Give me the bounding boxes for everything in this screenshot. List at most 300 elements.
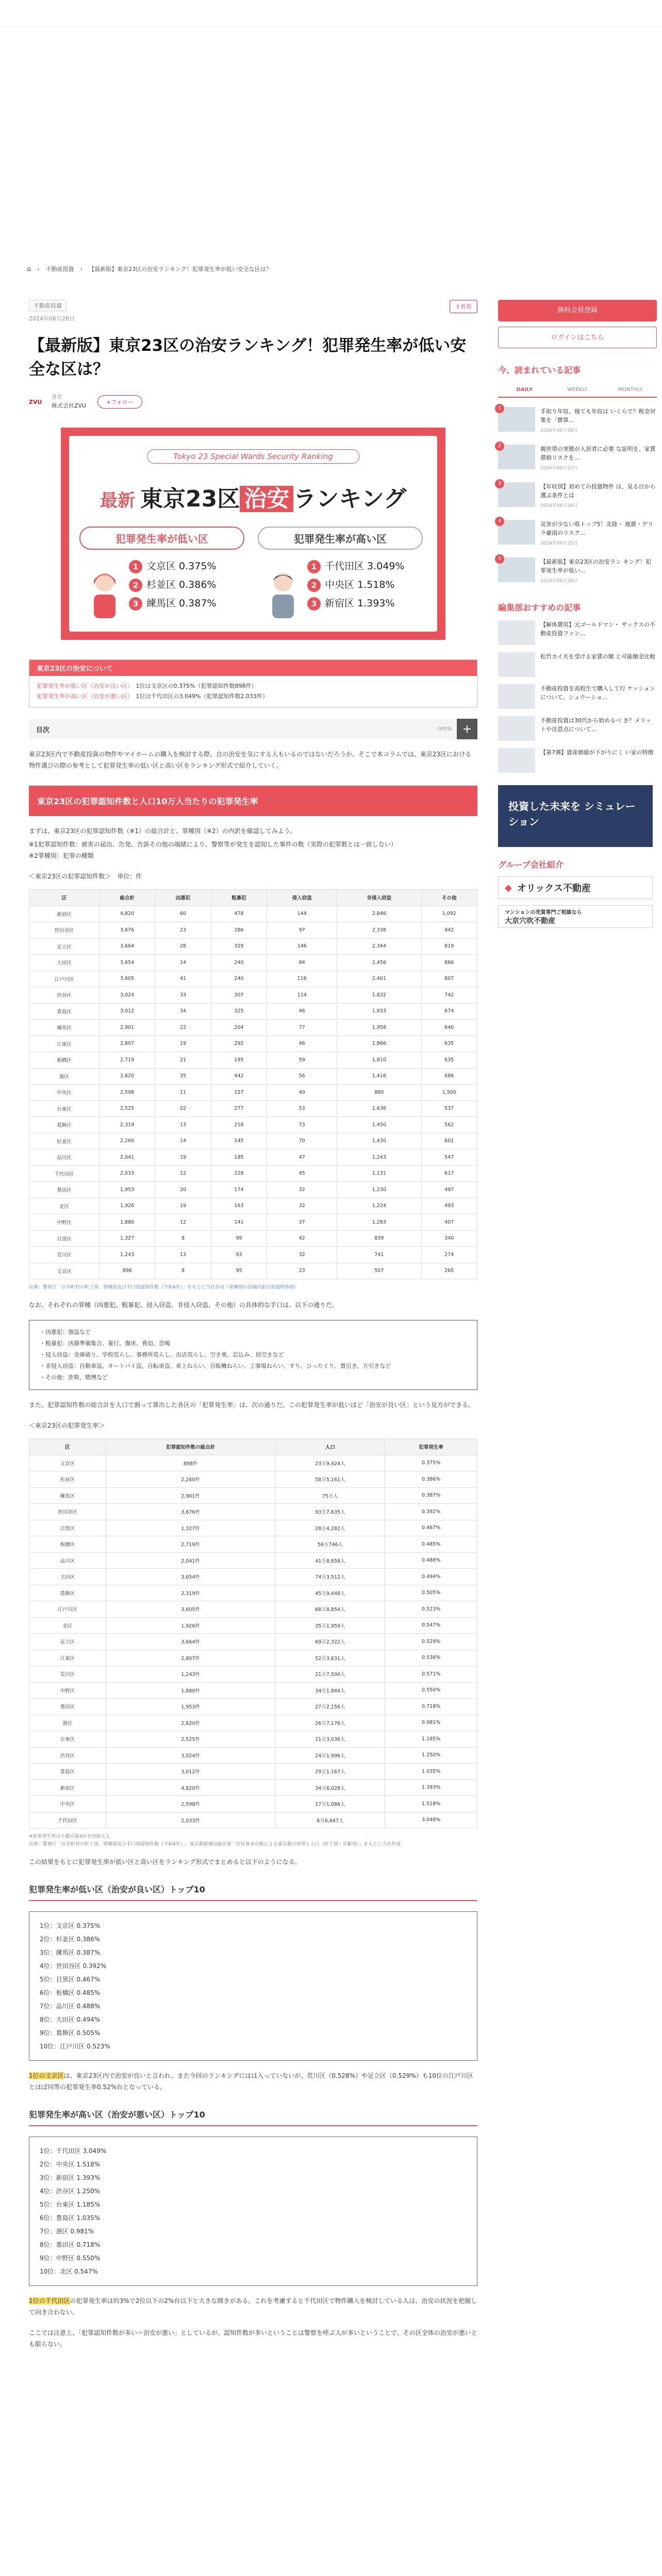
table-cell: 1,953 xyxy=(99,1182,155,1198)
table-cell: 品川区 xyxy=(29,1552,106,1569)
table-cell: 0.718% xyxy=(385,1699,477,1715)
table-cell: 185 xyxy=(211,1149,267,1166)
article-date: 2024年06月28日 xyxy=(29,315,75,322)
table-cell: 13 xyxy=(155,1117,211,1133)
thumbnail xyxy=(498,716,535,741)
table-cell: 22 xyxy=(155,1020,211,1036)
hero-high-column xyxy=(258,527,423,613)
table-cell: 1.035% xyxy=(385,1764,477,1780)
table-cell: 3,012件 xyxy=(106,1764,275,1780)
table-cell: 635 xyxy=(421,1052,477,1069)
table-row xyxy=(29,1230,477,1247)
sidebar xyxy=(498,300,662,928)
table-cell: 荒川区 xyxy=(29,1666,106,1683)
table-cell: 547 xyxy=(421,1149,477,1166)
table-cell: 荒川区 xyxy=(29,1247,100,1263)
table-cell: 99 xyxy=(211,1230,267,1247)
table-cell: 58万5,161人 xyxy=(275,1471,385,1488)
table-cell: 93万7,635人 xyxy=(275,1504,385,1520)
table-row xyxy=(29,1552,477,1569)
table-cell: 21万7,500人 xyxy=(275,1666,385,1683)
table-cell: 練馬区 xyxy=(29,1020,100,1036)
table-cell: 286 xyxy=(211,922,267,939)
hero-subtitle: Tokyo 23 Special Wards Security Ranking xyxy=(147,449,359,464)
rank-item: 10位：北区 0.547% xyxy=(40,2268,98,2275)
ranking-text xyxy=(540,557,657,586)
list-item: ・凶悪犯：強盗など xyxy=(40,1329,91,1335)
ranking-text xyxy=(540,520,657,548)
source-note[interactable]: 出典：警視庁「区市町村の町丁別、罪種別及び手口別認知件数（令和4年）」をもとに当社作成（罪種別の詳細内訳は原資料参照） xyxy=(29,1285,299,1290)
table-cell: 28 xyxy=(155,938,211,955)
table-cell: 港区 xyxy=(29,1715,106,1731)
table-row xyxy=(29,1036,477,1052)
table-cell: 41 xyxy=(155,971,211,987)
table-row xyxy=(29,1068,477,1084)
orix-logo-icon: ◆ xyxy=(505,882,512,893)
table-cell: 墨田区 xyxy=(29,1182,100,1198)
table-cell: 21万3,036人 xyxy=(275,1731,385,1748)
table-cell: 33 xyxy=(155,987,211,1004)
hero-rank-item xyxy=(307,594,423,613)
table-cell: 台東区 xyxy=(29,1731,106,1748)
breadcrumb-current: 【最新版】東京23区の治安ランキング！犯罪発生率が低い安全な区は？ xyxy=(89,266,272,273)
table-cell: 3,024 xyxy=(99,987,155,1004)
group-link-daikyo[interactable]: マンションの売買専門ご相談なら 大京穴吹不動産 xyxy=(498,905,653,928)
table-cell: 73 xyxy=(267,1117,337,1133)
recommended-item[interactable] xyxy=(498,684,657,709)
table-cell: 240 xyxy=(211,971,267,987)
table-cell: 195 xyxy=(211,1052,267,1069)
group-link-orix[interactable]: ◆ オリックス不動産 xyxy=(498,876,653,899)
tab-monthly[interactable]: MONTHLY xyxy=(618,387,643,393)
table-cell: 3,024件 xyxy=(106,1747,275,1764)
table-cell: 1.518% xyxy=(385,1796,477,1812)
table-row xyxy=(29,1536,477,1553)
table-cell: 22 xyxy=(155,1100,211,1117)
rank-item: 9位：葛飾区 0.505% xyxy=(40,2029,101,2037)
table-cell: 1,832 xyxy=(337,987,421,1004)
table-cell: 68万8,854人 xyxy=(275,1601,385,1618)
login-button[interactable]: ログインはこちら xyxy=(498,327,657,348)
table-cell: 足立区 xyxy=(29,1634,106,1650)
table-cell: 世田谷区 xyxy=(29,922,100,939)
thumbnail xyxy=(498,445,535,469)
table-row xyxy=(29,1182,477,1198)
table-cell: 0.547% xyxy=(385,1617,477,1634)
table-cell: 493 xyxy=(421,1198,477,1214)
table-cell: 1,224 xyxy=(337,1198,421,1214)
rank-number: 1 xyxy=(307,560,321,573)
rank-item: 4位：渋谷区 1.250% xyxy=(40,2188,101,2195)
table-cell: 52万3,631人 xyxy=(275,1650,385,1666)
table-cell: 1,810 xyxy=(337,1052,421,1069)
table-row xyxy=(29,1198,477,1214)
table-cell: 839 xyxy=(337,1230,421,1247)
crime-count-table xyxy=(29,889,477,1279)
table-cell: 23 xyxy=(155,922,211,939)
breadcrumb-category[interactable]: 不動産投資 xyxy=(45,266,74,273)
table-cell: 2,401 xyxy=(337,971,421,987)
table-cell: 0.494% xyxy=(385,1569,477,1585)
summary-box: 東京23区の治安について 犯罪発生率が低い区（治安が良い区） 1位は文京区の0.375%（犯罪認知件数898件） 犯罪発生率が高い区（治安が悪い区） 1位は千代田区の3.049%（犯罪認知件数2,033件） xyxy=(29,659,477,707)
table-cell: 板橋区 xyxy=(29,1052,100,1069)
table-cell: 2,807件 xyxy=(106,1650,275,1666)
table-cell: 880 xyxy=(337,1084,421,1101)
table-cell: 19 xyxy=(155,1036,211,1052)
table-cell: 329 xyxy=(211,938,267,955)
rank-item: 6位：板橋区 0.485% xyxy=(40,1989,101,1996)
table-row xyxy=(29,1699,477,1715)
recommended-item[interactable] xyxy=(498,620,657,645)
table-cell: 114 xyxy=(267,987,337,1004)
thumbnail xyxy=(498,652,535,677)
thumbnail xyxy=(498,482,535,507)
share-button[interactable]: ⇪ 共有 xyxy=(450,300,477,313)
table-cell: 74万3,512人 xyxy=(275,1569,385,1585)
table-cell: 新宿区 xyxy=(29,1780,106,1796)
table-cell: 70 xyxy=(267,1133,337,1149)
ranking-item[interactable] xyxy=(498,482,657,511)
recommended-title: 【第7弾】資産価値が下がりにく い家の特徴 xyxy=(540,749,654,756)
recommended-title: 不動産投資は30代から始めるべ き？メリットや注意点について... xyxy=(540,717,652,733)
table-row xyxy=(29,1084,477,1101)
table-cell: 2,319 xyxy=(99,1117,155,1133)
rank-item: 1位：千代田区 3.049% xyxy=(40,2147,107,2155)
thumbnail xyxy=(498,407,535,432)
ranking-title: 【年収別】初めての投資物件 は、見る目から選ぶ条件とは xyxy=(540,483,656,499)
table-cell: 442 xyxy=(211,1068,267,1084)
rank-number: 3 xyxy=(495,479,504,488)
table-cell: 218 xyxy=(211,1117,267,1133)
rank-number: 4 xyxy=(495,517,504,526)
table-cell: 1,926件 xyxy=(106,1617,275,1634)
table-cell: 635 xyxy=(421,1036,477,1052)
table-row xyxy=(29,1634,477,1650)
table-cell: 47 xyxy=(267,1149,337,1166)
table-cell: 19 xyxy=(155,1149,211,1166)
table-cell: 台東区 xyxy=(29,1100,100,1117)
rank-item: 6位：豊島区 1.035% xyxy=(40,2214,101,2222)
ranking-list xyxy=(498,407,657,586)
table-cell: 1,283 xyxy=(337,1214,421,1231)
table-cell: 116 xyxy=(267,971,337,987)
rank-item: 3位：新宿区 1.393% xyxy=(40,2174,101,2181)
ranking-date: 2024年06月27日 xyxy=(540,466,578,471)
table-row xyxy=(29,1601,477,1618)
thumbnail xyxy=(498,684,535,709)
table-cell: 27万2,156人 xyxy=(275,1699,385,1715)
table-cell: 20 xyxy=(155,1182,211,1198)
table-cell: 千代田区 xyxy=(29,1165,100,1182)
rank-item: 9位：中野区 0.550% xyxy=(40,2255,101,2262)
rank-number: 2 xyxy=(495,442,504,451)
table-cell: 0.485% xyxy=(385,1536,477,1553)
crime-rate-table xyxy=(29,1438,477,1828)
table-cell: 56 xyxy=(267,1068,337,1084)
home-icon[interactable]: ⌂ xyxy=(27,265,31,273)
recommended-list xyxy=(498,620,657,773)
table-cell: 大田区 xyxy=(29,955,100,971)
section-heading: 東京23区の犯罪認知件数と人口10万人当たりの犯罪発生率 xyxy=(29,786,477,816)
table-cell: 674 xyxy=(421,1003,477,1020)
table-cell: 4,820 xyxy=(99,906,155,922)
table-cell: 大田区 xyxy=(29,1569,106,1585)
ranking-item[interactable] xyxy=(498,407,657,435)
table-row xyxy=(29,1020,477,1036)
table-cell: 0.488% xyxy=(385,1552,477,1569)
author-block xyxy=(29,394,477,410)
table-cell: 1,243 xyxy=(99,1247,155,1263)
rank-text: 中央区 1.518% xyxy=(325,579,395,590)
table-cell: 1,500 xyxy=(421,1084,477,1101)
table-row xyxy=(29,938,477,955)
ranking-text xyxy=(540,482,657,511)
ranking-item[interactable] xyxy=(498,520,657,548)
recommended-heading: 編集部おすすめの記事 xyxy=(498,603,581,613)
table-cell: 819 xyxy=(421,938,477,955)
article: 不動産投資 2024年06月28日 ⇪ 共有 【最新版】東京23区の治安ランキング！犯罪発生率が低い安全な区は？ ZVU 著者 株式会社ZVU +フォロー Tokyo 23 Special Wards Security Ranking 最新 東京23区 治安 ランキング 犯罪発生率が低い区 1 文京区 0.375% 2 杉並区 0.386% 3 練馬区 0.387% 犯罪発生率が高い区 1 千代田区 3.049% 2 中央区 1.518% 3 新宿区 1.393% 東京23区の治安について 犯罪発生率が低い区（治安が良い区） 1位は文京区の0.375%（犯罪認知件数898件） 犯罪発生率が高い区（治安が悪い区） 1位は千代田区の3.049%（犯罪認知件数2,033件） 目次 OPEN + 東京23区内で不動産投資の物件やマイホームの購入を検討する際、自の治安を気にする人もいるのではないだろうか。そこで本コラムでは、東京23区における物件選びの際の参考として犯罪発生率の低い区と高い区をランキング形式で紹介していく。 東京23区の犯罪認知件数と人口10万人当たりの犯罪発生率 まずは、東京23区の犯罪認知件数（※1）の総合計と、罪種別（※2）の内訳を確認してみよう。 ※1犯罪認知件数：被害の届出、告発、告訴その他の端緒により、警察等が発生を認知した事件の数（実際の犯罪数とは一致しない） ※2罪種別：犯罪の種類 ＜東京23区の犯罪認知件数＞ 単位：件 区 総合計 凶悪犯 粗暴犯 侵入窃盗 非侵入窃盗 その他 新宿区 4,820 60 478 144 2,846 1,092 世田谷区 3,676 23 286 97 2,338 942 足立区 3,664 28 329 146 2,344 819 大田区 3,654 14 240 84 2,456 866 江戸川区 3,605 41 240 116 2,401 807 渋谷区 3,024 33 307 114 1,832 742 豊島区 3,012 34 325 46 1,933 674 練馬区 2,901 22 204 77 1,958 640 江東区 2,807 19 292 46 1,866 635 板橋区 2,719 21 195 59 1,810 635 港区 2,620 35 442 56 1,416 686 中央区 2,598 11 157 40 880 1,500 台東区 2,525 22 277 53 1,636 537 葛飾区 2,319 13 218 73 1,450 562 杉並区 2,260 14 145 70 1,430 601 品川区 2,041 19 185 47 1,243 547 千代田区 2,033 12 228 45 1,131 617 墨田区 1,953 20 174 32 1,230 497 北区 1,926 19 163 32 1,224 493 中野区 1,880 12 141 37 1,283 407 目黒区 1,327 8 99 42 839 340 荒川区 1,243 13 93 32 741 274 文京区 898 8 95 23 507 265 出典：警視庁「区市町村の町丁別、罪種別及び手口別認知件数（令和4年）」をもとに当社作成（罪種別の詳細内訳は原資料参照） なお、それぞれの罪種（凶悪犯、粗暴犯、侵入窃盗、非侵入窃盗、その他）の具体的な手口は、以下の通りだ。 ・凶悪犯：強盗など ・粗暴犯：凶器準備集合、暴行、傷害、脅迫、恐喝 ・侵入窃盗：金庫破り、学校荒らし、事務所荒らし、出店荒らし、空き巣、忍込み、居空きなど ・非侵入窃盗：自動車盗、オートバイ盗、自転車盗、車上ねらい、自販機ねらい、工事場ねらい、すり、ひったくり、置引き、万引きなど ・その他：詐欺、賭博など また、犯罪認知件数の総合計を人口で割って算出した各区の「犯罪発生率」は、次の通りだ。この犯罪発生率が低いほど「治安が良い区」という見方ができる。 ＜東京23区の犯罪発生率＞ 区 犯罪認知件数の総合計 人口 犯罪発生率 文京区 898件 23万9,424人 0.375% 杉並区 2,260件 58万5,161人 0.386% 練馬区 2,901件 75万人 0.387% 世田谷区 3,676件 93万7,635人 0.392% 目黒区 1,327件 28万4,282人 0.467% 板橋区 2,719件 56万746人 0.485% 品川区 2,041件 41万8,658人 0.488% 大田区 3,654件 74万3,512人 0.494% 葛飾区 2,319件 45万9,448人 0.505% 江戸川区 3,605件 68万8,854人 0.523% 北区 1,926件 35万1,959人 0.547% 足立区 3,664件 69万2,322人 0.529% 江東区 2,807件 52万3,631人 0.536% 荒川区 1,243件 21万7,500人 0.571% 中野区 1,880件 34万1,844人 0.550% 墨田区 1,953件 27万2,156人 0.718% 港区 2,620件 26万7,176人 0.981% 台東区 2,525件 21万3,036人 1.185% 渋谷区 3,024件 24万1,996人 1.250% 豊島区 3,012件 29万1,167人 1.035% 新宿区 4,820件 34万6,028人 1.393% 中央区 2,598件 17万1,086人 1.518% 千代田区 2,033件 6万6,647人 3.049% ※犯罪発生率は小数点第4位を四捨五入 出典：警視庁「区市町村の町丁別、罪種別及び手口別認知件数（令和4年）」、東京都総務局統計部「住民基本台帳による東京都の世帯と人口（町丁別・年齢別）」をもとに当社作成 この結果をもとに犯罪発生率が低い区と高い区をランキング形式でまとめると以下のようになる。 犯罪発生率が低い区（治安が良い区）トップ10 1位：文京区 0.375% 2位：杉並区 0.386% 3位：練馬区 0.387% 4位：世田谷区 0.392% 5位：目黒区 0.467% 6位：板橋区 0.485% 7位：品川区 0.488% 8位：大田区 0.494% 9位：葛飾区 0.505% 10位：江戸川区 0.523% 1位の文京区は、東京23区内で治安が良いと言われ、また今回のランキングにはは入っていないが、荒川区（0.528%）や足立区（0.529%）も10位の江戸川区とほぼ同等の犯罪発生率0.52%台となっている。 犯罪発生率が高い区（治安が悪い区）トップ10 1位：千代田区 3.049% 2位：中央区 1.518% 3位：新宿区 1.393% 4位：渋谷区 1.250% 5位：台東区 1.185% 6位：豊島区 1.035% 7位：港区 0.981% 8位：墨田区 0.718% 9位：中野区 0.550% 10位：北区 0.547% 1位の千代田区の犯罪発生率は約3%で2位以下の2%台以下と大きな開きがある。これを考慮すると千代田区で物件購入を検討している人は、治安の状況を把握して向き合わない。 ここでは注意上、「犯罪認知件数が多い＝治安が悪い」としているが、認知件数が多いということは警察を呼ぶ人が多いということで、その区全体の治安が悪いとも限らない。 xyxy=(29,300,477,2350)
table-row xyxy=(29,1585,477,1601)
table-cell: 0.467% xyxy=(385,1520,477,1536)
table-cell: 40 xyxy=(267,1084,337,1101)
table-cell: 1,131 xyxy=(337,1165,421,1182)
table-header: 総合計 xyxy=(99,890,155,906)
site-header xyxy=(0,0,662,27)
hero-rank-item xyxy=(307,575,423,594)
table-cell: 60 xyxy=(155,906,211,922)
table-cell: 95 xyxy=(211,1263,267,1279)
table-cell: 866 xyxy=(421,955,477,971)
table-row xyxy=(29,1715,477,1731)
table-cell: 2,338 xyxy=(337,922,421,939)
table-cell: 1,880件 xyxy=(106,1682,275,1699)
table-cell: 2,344 xyxy=(337,938,421,955)
table-row xyxy=(29,1504,477,1520)
table-cell: 32 xyxy=(267,1182,337,1198)
rank-text: 文京区 0.375% xyxy=(146,561,217,572)
list-item: ・侵入窃盗：金庫破り、学校荒らし、事務所荒らし、出店荒らし、空き巣、忍込み、居空きなど xyxy=(40,1351,284,1358)
table-row xyxy=(29,1052,477,1069)
table-cell: 1.185% xyxy=(385,1731,477,1748)
table-cell: 75万人 xyxy=(275,1487,385,1504)
table-cell: 21 xyxy=(155,1052,211,1069)
table-row xyxy=(29,1747,477,1764)
rank-item: 8位：墨田区 0.718% xyxy=(40,2241,101,2248)
table-cell: 千代田区 xyxy=(29,1812,106,1828)
table-row xyxy=(29,1796,477,1812)
table-cell: 北区 xyxy=(29,1617,106,1634)
tab-daily[interactable]: DAILY xyxy=(516,387,533,393)
tab-weekly[interactable]: WEEKLY xyxy=(567,387,588,393)
table-cell: 35万1,959人 xyxy=(275,1617,385,1634)
ranking-item[interactable] xyxy=(498,557,657,586)
rank-number: 5 xyxy=(495,554,504,564)
list-item: ・その他：詐欺、賭博など xyxy=(40,1374,108,1381)
table-cell: 1,866 xyxy=(337,1036,421,1052)
table-row xyxy=(29,1617,477,1634)
table-cell: 杉並区 xyxy=(29,1471,106,1488)
recommended-title: 不動産投資を高校生で購入して行 ケッションについて、シュウーショ... xyxy=(540,685,655,701)
table-cell: 274 xyxy=(421,1247,477,1263)
table-cell: 1,327件 xyxy=(106,1520,275,1536)
subsection-heading: 犯罪発生率が低い区（治安が良い区）トップ10 xyxy=(29,1883,477,1901)
low-rank-list xyxy=(29,1911,477,2061)
table-cell: 13 xyxy=(155,1247,211,1263)
table-header: 凶悪犯 xyxy=(155,890,211,906)
table-cell: 2,033 xyxy=(99,1165,155,1182)
rank-number: 1 xyxy=(495,404,504,413)
table-row xyxy=(29,1650,477,1666)
table-cell: 742 xyxy=(421,987,477,1004)
table-cell: 478 xyxy=(211,906,267,922)
table-cell: 世田谷区 xyxy=(29,1504,106,1520)
recommended-item[interactable] xyxy=(498,716,657,741)
table-row xyxy=(29,1214,477,1231)
rank-number: 2 xyxy=(129,579,142,592)
recommended-title: 松竹カイ夫を受ける家賃の額 と可能額金比較 xyxy=(540,653,656,660)
table-cell: 942 xyxy=(421,922,477,939)
register-button[interactable]: 無料会員登録 xyxy=(498,300,657,321)
table-cell: 32 xyxy=(267,1247,337,1263)
table-cell: 2,033件 xyxy=(106,1812,275,1828)
ranking-item[interactable] xyxy=(498,445,657,473)
group-heading: グループ会社紹介 xyxy=(498,860,564,870)
table-cell: 渋谷区 xyxy=(29,1747,106,1764)
ranking-date: 2024年06月28日 xyxy=(540,579,578,584)
table-cell: 2,719 xyxy=(99,1052,155,1069)
table-cell: 2,456 xyxy=(337,955,421,971)
table-cell: 0.550% xyxy=(385,1682,477,1699)
table-cell: 2,846 xyxy=(337,906,421,922)
table-cell: 品川区 xyxy=(29,1149,100,1166)
table-header: 非侵入窃盗 xyxy=(337,890,421,906)
table-cell: 32 xyxy=(267,1198,337,1214)
table-cell: 渋谷区 xyxy=(29,987,100,1004)
article-title: 【最新版】東京23区の治安ランキング！犯罪発生率が低い安全な区は？ xyxy=(29,336,467,379)
popular-heading: 今、読まれている記事 xyxy=(498,365,581,375)
table-cell: 3,654 xyxy=(99,955,155,971)
table-cell: 江東区 xyxy=(29,1036,100,1052)
table-cell: 3.049% xyxy=(385,1812,477,1828)
rank-number: 2 xyxy=(307,579,321,592)
ranking-tabs xyxy=(498,383,657,398)
table-cell: 807 xyxy=(421,971,477,987)
table-cell: 11 xyxy=(155,1084,211,1101)
table-cell: 24万1,996人 xyxy=(275,1747,385,1764)
plus-icon[interactable]: + xyxy=(457,719,477,739)
ranking-title: 【最新版】東京23区の治安ラン キング！犯罪発生率が低い... xyxy=(540,558,652,574)
table-cell: 617 xyxy=(421,1165,477,1182)
rank-item: 1位：文京区 0.375% xyxy=(40,1922,101,1929)
table-cell: 141 xyxy=(211,1214,267,1231)
table-row xyxy=(29,1569,477,1585)
table-cell: 46 xyxy=(267,1036,337,1052)
table-cell: 59 xyxy=(267,1052,337,1069)
table-cell: 2,901 xyxy=(99,1020,155,1036)
table-cell: 目黒区 xyxy=(29,1520,106,1536)
table-cell: 目黒区 xyxy=(29,1230,100,1247)
table-cell: 1,092 xyxy=(421,906,477,922)
table-cell: 34万1,844人 xyxy=(275,1682,385,1699)
table-header: 犯罪認知件数の総合計 xyxy=(106,1439,275,1455)
table-cell: 146 xyxy=(267,938,337,955)
author-logo: ZVU xyxy=(29,398,42,405)
table-cell: 204 xyxy=(211,1020,267,1036)
table-cell: 0.571% xyxy=(385,1666,477,1683)
rank-item: 3位：練馬区 0.387% xyxy=(40,1949,101,1956)
table-cell: 14 xyxy=(155,955,211,971)
ad-banner[interactable]: 投資した未来を シミュレーション xyxy=(498,785,653,847)
ranking-title: 災害が少ない県トップ5！北陸・ 地震・ゲリラ豪雨のリスク... xyxy=(540,521,654,536)
table-row xyxy=(29,1149,477,1166)
rank-text: 新宿区 1.393% xyxy=(325,598,395,609)
table-cell: 0.981% xyxy=(385,1715,477,1731)
table-row xyxy=(29,1133,477,1149)
table-cell: 2,260 xyxy=(99,1133,155,1149)
table-cell: 157 xyxy=(211,1084,267,1101)
table-cell: 3,664件 xyxy=(106,1634,275,1650)
table-cell: 1,953件 xyxy=(106,1699,275,1715)
table-cell: 145 xyxy=(211,1133,267,1149)
table-cell: 93 xyxy=(211,1247,267,1263)
table-cell: 中央区 xyxy=(29,1796,106,1812)
table-cell: 港区 xyxy=(29,1068,100,1084)
table-row xyxy=(29,1487,477,1504)
table-of-contents[interactable]: 目次 OPEN + xyxy=(29,719,477,739)
table-row xyxy=(29,1471,477,1488)
hero-low-column xyxy=(79,527,244,613)
table-cell: 277 xyxy=(211,1100,267,1117)
table-row xyxy=(29,1764,477,1780)
table-cell: 1,416 xyxy=(337,1068,421,1084)
table-cell: 2,260件 xyxy=(106,1471,275,1488)
table-row xyxy=(29,971,477,987)
table-cell: 1,933 xyxy=(337,1003,421,1020)
table-cell: 640 xyxy=(421,1020,477,1036)
table-cell: 江戸川区 xyxy=(29,1601,106,1618)
recommended-item[interactable] xyxy=(498,748,657,773)
table-row xyxy=(29,1117,477,1133)
table-cell: 3,676件 xyxy=(106,1504,275,1520)
table-header: 犯罪発生率 xyxy=(385,1439,477,1455)
ranking-text xyxy=(540,407,657,435)
follow-button[interactable]: +フォロー xyxy=(97,395,142,409)
table-cell: 1,636 xyxy=(337,1100,421,1117)
rank-item: 2位：杉並区 0.386% xyxy=(40,1936,101,1943)
table-row xyxy=(29,1682,477,1699)
article-tag[interactable]: 不動産投資 xyxy=(29,300,67,311)
table-row xyxy=(29,1455,477,1471)
table-cell: 1,958 xyxy=(337,1020,421,1036)
table-cell: 0.392% xyxy=(385,1504,477,1520)
recommended-item[interactable] xyxy=(498,652,657,677)
hero-rank-item xyxy=(307,557,423,575)
table-cell: 江戸川区 xyxy=(29,971,100,987)
table-cell: 3,664 xyxy=(99,938,155,955)
ranking-title: 手取り年収、寝ても年収は いくらで？税金対策を「勝算... xyxy=(540,408,656,423)
table-row xyxy=(29,1520,477,1536)
table-cell: 葛飾区 xyxy=(29,1117,100,1133)
table-cell: 2,719件 xyxy=(106,1536,275,1553)
table-cell: 340 xyxy=(421,1230,477,1247)
table-cell: 29万1,167人 xyxy=(275,1764,385,1780)
table-cell: 0.536% xyxy=(385,1650,477,1666)
table-header: 区 xyxy=(29,890,100,906)
author-name[interactable]: 株式会社ZVU xyxy=(52,402,87,409)
rank-number: 3 xyxy=(307,597,321,611)
hero-rank-item xyxy=(129,594,244,613)
table-cell: 1,327 xyxy=(99,1230,155,1247)
